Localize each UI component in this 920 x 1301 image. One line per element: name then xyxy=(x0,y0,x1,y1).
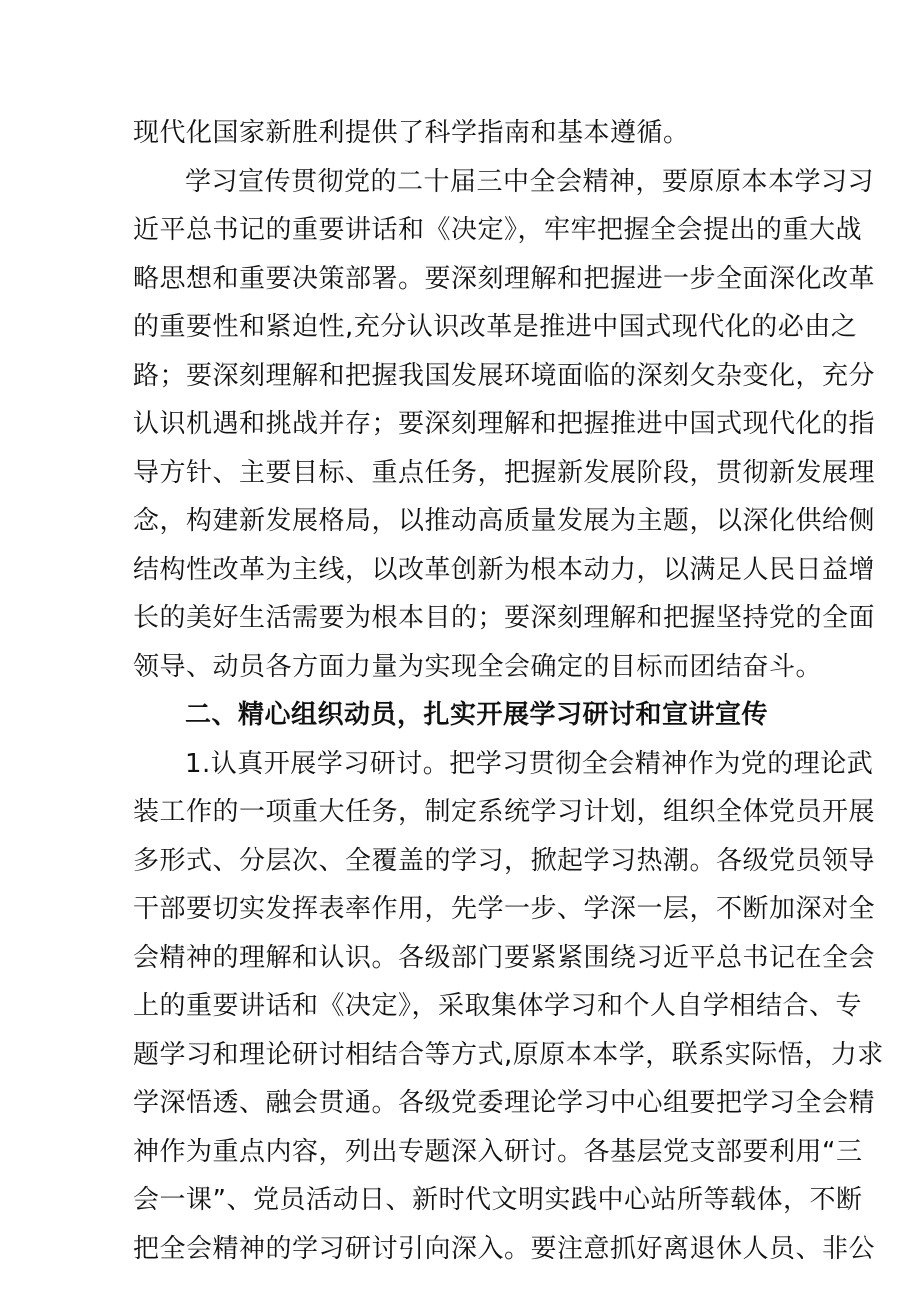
text-line: 略思想和重要决策部署。要深刻理解和把握进一步全面深化改革 xyxy=(133,263,876,294)
text-line: 学深悟透、融会贯通。各级党委理论学习中心组要把学习全会精 xyxy=(133,1088,876,1118)
text-line: 会精神的理解和认识。各级部门要紧紧围绕习近平总书记在全会 xyxy=(133,942,876,973)
text-line: 会一课”、党员活动日、新时代文明实践中心站所等载体，不断 xyxy=(133,1185,863,1215)
text-line: 学习宣传贯彻党的二十届三中全会精神，要原原本本学习习 xyxy=(185,166,875,197)
document-page xyxy=(133,109,884,1273)
text-line: 路；要深刻理解和把握我国发展环境面临的深刻攵杂变化，充分 xyxy=(133,360,876,391)
text-line: 导方针、主要目标、重点任务，把握新发展阶段，贯彻新发展理 xyxy=(133,457,876,488)
text-line: 多形式、分层次、全覆盖的学习，掀起学习热潮。各级党员领导 xyxy=(133,845,876,876)
text-line: 装工作的一项重大任务，制定系统学习计划，组织全体党员开展 xyxy=(133,797,876,827)
text-line: 近平总书记的重要讲话和《决定》，牢牢把握全会提出的重大战 xyxy=(133,215,863,245)
text-line: 上的重要讲话和《决定》，采取集体学习和个人自学相结合、专 xyxy=(133,991,863,1021)
text-line: 领导、动员各方面力量为实现全会确定的目标而团结奋斗。 xyxy=(133,651,823,682)
text-line: 1.认真开展学习研讨。把学习贯彻全会精神作为党的理论武 xyxy=(185,748,874,779)
text-line: 把全会精神的学习研讨引向深入。要注意抓好离退休人员、非公 xyxy=(133,1233,876,1264)
text-line: 结构性改革为主线，以改革创新为根本动力，以满足人民日益增 xyxy=(133,554,876,585)
text-line: 现代化国家新胜利提供了科学指南和基本遵循。 xyxy=(133,118,690,148)
text-line: 念，构建新发展格局，以推动高质量发展为主题，以深化供给侧 xyxy=(133,506,876,536)
text-line: 认识机遇和挑战并存；要深刻理解和把握推进中国式现代化的指 xyxy=(133,409,876,439)
section-heading: 二、精心组织动员，扎实开展学习研讨和宣讲宣传 xyxy=(185,700,769,730)
text-line: 题学习和理论研讨相结合等方式,原原本本学，联系实际悟，力求 xyxy=(133,1039,884,1070)
text-line: 长的美好生活需要为根本目的；要深刻理解和把握坚持党的全面 xyxy=(133,603,876,633)
text-line: 神作为重点内容，列出专题深入研讨。各基层党支部要利用“三 xyxy=(133,1136,863,1167)
text-line: 的重要性和紧迫性,充分认识改革是推进中国式现代化的必由之 xyxy=(133,312,858,342)
text-line: 干部要切实发挥表率作用，先学一步、学深一层，不断加深对全 xyxy=(133,894,876,924)
